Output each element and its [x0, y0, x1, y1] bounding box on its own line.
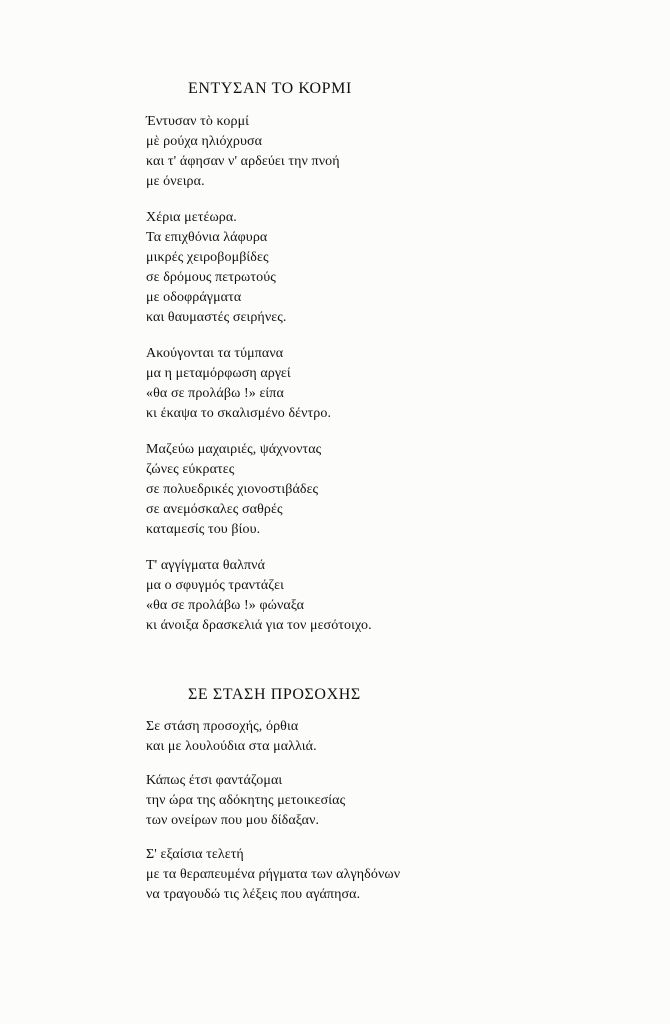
verse-line: Μαζεύω μαχαιριές, ψάχνοντας — [146, 442, 322, 457]
verse-line: ζώνες εύκρατες — [146, 462, 235, 477]
verse-line: μα η μεταμόρφωση αργεί — [146, 366, 291, 381]
verse-line: Ακούγονται τα τύμπανα — [146, 346, 284, 361]
verse-line: την ώρα της αδόκητης μετοικεσίας — [146, 793, 346, 808]
verse-line: Σ' εξαίσια τελετή — [146, 847, 244, 862]
verse-line: Σε στάση προσοχής, όρθια — [146, 719, 299, 734]
stanza — [146, 440, 616, 540]
verse-line: κι έκαψα το σκαλισμένο δέντρο. — [146, 406, 332, 421]
poem-title: ΣΕ ΣΤΑΣΗ ΠΡΟΣΟΧΗΣ — [188, 686, 361, 703]
verse-line: σε πολυεδρικές χιονοστιβάδες — [146, 482, 319, 497]
stanza — [146, 112, 616, 192]
verse-line: Τ' αγγίγματα θαλπνά — [146, 558, 265, 573]
verse-line: σε δρόμους πετρωτούς — [146, 270, 276, 285]
verse-line: με τα θεραπευμένα ρήγματα των αλγηδόνων — [146, 867, 401, 882]
stanza — [146, 771, 616, 831]
stanza — [146, 845, 616, 905]
verse-line: και με λουλούδια στα μαλλιά. — [146, 739, 317, 754]
verse-line: Χέρια μετέωρα. — [146, 210, 237, 225]
verse-line: καταμεσίς του βίου. — [146, 522, 261, 537]
verse-line: και θαυμαστές σειρήνες. — [146, 310, 287, 325]
verse-line: και τ' άφησαν ν' αρδεύει την πνοή — [146, 154, 340, 169]
verse-line: με οδοφράγματα — [146, 290, 242, 305]
verse-line: Τα επιχθόνια λάφυρα — [146, 230, 268, 245]
verse-line: Κάπως έτσι φαντάζομαι — [146, 773, 283, 788]
stanza — [146, 208, 616, 328]
poem-entysan-to-kormi — [146, 80, 616, 636]
verse-line: μα ο σφυγμός τραντάζει — [146, 578, 285, 593]
poem-se-stasi-prosochis — [146, 686, 616, 905]
verse-line: με όνειρα. — [146, 174, 205, 189]
verse-line: Έντυσαν τὸ κορμί — [146, 114, 250, 129]
verse-line: σε ανεμόσκαλες σαθρές — [146, 502, 283, 517]
verse-line: να τραγουδώ τις λέξεις που αγάπησα. — [146, 887, 361, 902]
verse-line: κι άνοιξα δρασκελιά για τον μεσότοιχο. — [146, 618, 372, 633]
verse-line: «θα σε προλάβω !» είπα — [146, 386, 284, 401]
stanza — [146, 717, 616, 757]
verse-line: των ονείρων που μου δίδαξαν. — [146, 813, 320, 828]
poem-title: ΕΝΤΥΣΑΝ ΤΟ ΚΟΡΜΙ — [188, 80, 352, 97]
verse-line: «θα σε προλάβω !» φώναξα — [146, 598, 305, 613]
verse-line: μικρές χειροβομβίδες — [146, 250, 269, 265]
verse-line: μὲ ρούχα ηλιόχρυσα — [146, 134, 263, 149]
stanza — [146, 556, 616, 636]
stanza — [146, 344, 616, 424]
